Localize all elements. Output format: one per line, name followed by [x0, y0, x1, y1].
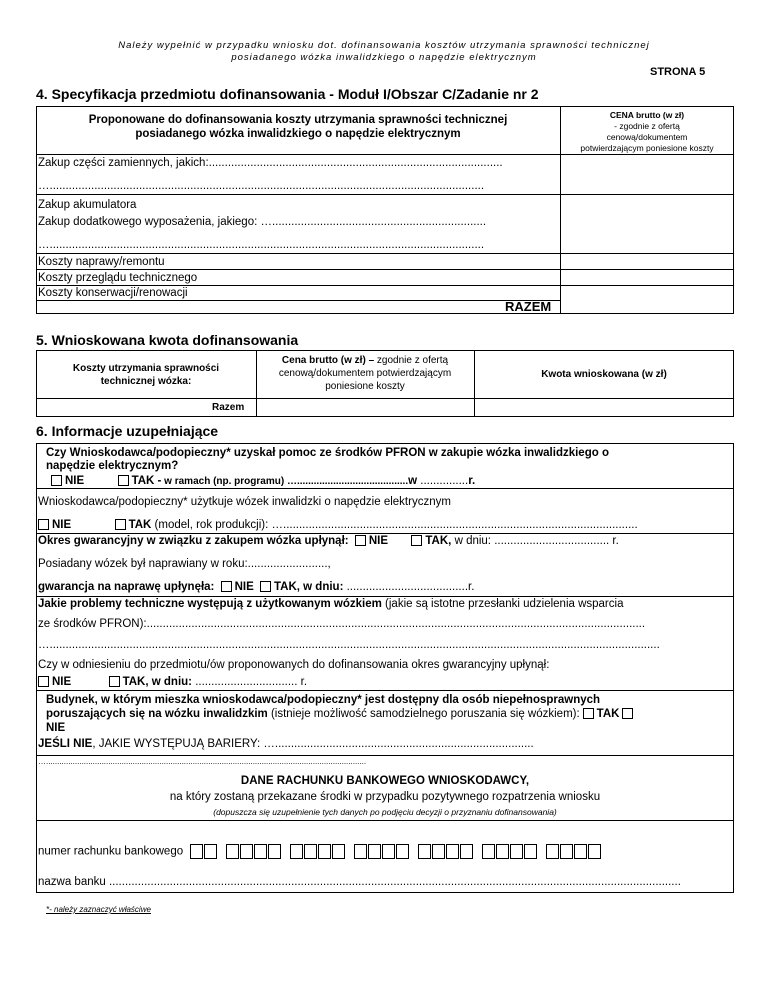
- q2-tak-checkbox[interactable]: [115, 519, 126, 530]
- s4-col2-line2: - zgodnie z ofertą: [614, 121, 680, 131]
- header-note-line2: posiadanego wózka inwalidzkiego o napędzie elektrycznym: [231, 52, 537, 63]
- q3-tak-label: TAK,: [425, 535, 452, 547]
- q3-question: Okres gwarancyjny w związku z zakupem wózka upłynął:: [38, 535, 349, 547]
- q6-bold: Jakie problemy techniczne występują z użytkowanym wózkiem: [38, 598, 382, 610]
- section-5-title: 5. Wnioskowana kwota dofinansowania: [36, 332, 299, 348]
- s4-row-maintenance: Koszty konserwacji/renowacji: [38, 287, 188, 299]
- s5-col2-line2: cenową/dokumentem potwierdzającym: [278, 368, 452, 379]
- bank-title: DANE RACHUNKU BANKOWEGO WNIOSKODAWCY,: [240, 775, 530, 787]
- q8-nie-label: NIE: [46, 722, 66, 734]
- q4-repair-year[interactable]: Posiadany wózek był naprawiany w roku:.........................,: [38, 558, 331, 570]
- q5-tak-label: TAK, w dniu:: [273, 581, 344, 593]
- q1-nie-label: NIE: [65, 475, 85, 487]
- q8-line1: Budynek, w którym mieszka wnioskodawca/podopieczny* jest dostępny dla osób niepełnosprawnych: [46, 694, 601, 706]
- q3-nie-label: NIE: [368, 535, 388, 547]
- s4-row-equipment-cont: …........................................................................................................................................: [38, 239, 485, 251]
- q7-options: [38, 676, 307, 688]
- q1-question: [46, 447, 728, 473]
- q1-nie-checkbox[interactable]: [51, 475, 62, 486]
- q8-line2-rest: (istnieje możliwość samodzielnego poruszania się wózkiem):: [267, 708, 580, 720]
- q7-nie-checkbox[interactable]: [38, 676, 49, 687]
- s5-col1-line1: Koszty utrzymania sprawności: [72, 363, 220, 374]
- q2-question: Wnioskodawca/podopieczny* użytkuje wózek inwalidzki o napędzie elektrycznym: [38, 496, 451, 508]
- q8-line2-bold: poruszających się na wózku inwalidzkim: [46, 708, 268, 720]
- s4-row-inspection: Koszty przeglądu technicznego: [38, 272, 198, 284]
- s4-col1-header: [40, 113, 556, 141]
- q2-model-field[interactable]: (model, rok produkcji): …...............................................................................................................: [151, 519, 638, 531]
- q1-options: [48, 475, 475, 487]
- q3-date-field[interactable]: w dniu: .................................... r.: [451, 535, 619, 547]
- account-label: numer rachunku bankowego: [38, 845, 184, 858]
- q3-row: [38, 535, 619, 547]
- s4-col1-line2: posiadanego wózka inwalidzkiego o napędzie elektrycznym: [135, 128, 461, 140]
- s5-col2-rest: zgodnie z ofertą: [374, 355, 449, 366]
- s4-col1-line1: Proponowane do dofinansowania koszty utrzymania sprawności technicznej: [88, 114, 508, 126]
- s4-col2-bold: CENA brutto (w zł): [609, 110, 685, 120]
- q6-answer-line2[interactable]: …...............................................................................................................................................................................................: [38, 639, 660, 651]
- s5-col2-line3: poniesione koszty: [325, 381, 405, 392]
- s4-row-repair: Koszty naprawy/remontu: [38, 256, 165, 268]
- q8-tak-label: TAK: [596, 708, 620, 720]
- q7-question: Czy w odniesieniu do przedmiotu/ów proponowanych do dofinansowania okres gwarancyjny upłynął:: [38, 659, 550, 671]
- q1-w-label: w: [408, 475, 418, 487]
- q1-year-field[interactable]: ...............: [417, 475, 469, 487]
- s5-col2-header: [258, 354, 472, 393]
- q1-tak-checkbox[interactable]: [118, 475, 129, 486]
- section-6-title: 6. Informacje uzupełniające: [36, 423, 219, 439]
- q6-question: [38, 598, 623, 610]
- q1-program-field[interactable]: w ramach (np. programu) …........................................: [161, 476, 409, 487]
- q8-question: [46, 693, 636, 735]
- q6-answer-line1[interactable]: ze środków PFRON):............................................................................................................................................................: [38, 618, 646, 630]
- s4-col2-line4: potwierdzającym poniesione koszty: [580, 143, 714, 153]
- q5-nie-checkbox[interactable]: [221, 581, 232, 592]
- s5-col1-header: [40, 362, 252, 388]
- bank-note: (dopuszcza się uzupełnienie tych danych po podjęciu decyzji o przyznaniu dofinansowania): [213, 807, 557, 817]
- s4-col2-header: [561, 110, 733, 154]
- q2-nie-checkbox[interactable]: [38, 519, 49, 530]
- q7-tak-checkbox[interactable]: [109, 676, 120, 687]
- s4-razem: RAZEM: [505, 299, 552, 314]
- q8-tak-checkbox[interactable]: [583, 708, 594, 719]
- q5-tak-checkbox[interactable]: [260, 581, 271, 592]
- s4-row-battery: Zakup akumulatora: [38, 199, 137, 211]
- s5-col1-line2: technicznej wózka:: [100, 376, 192, 387]
- page-number: STRONA 5: [650, 66, 706, 78]
- q9-answer-line[interactable]: …................................................................................................................................................: [38, 757, 367, 766]
- q5-question: gwarancja na naprawę upłynęła:: [38, 581, 215, 593]
- s4-row-equipment: Zakup dodatkowego wyposażenia, jakiego: …...................................................................: [38, 216, 487, 228]
- q1-line2: napędzie elektrycznym?: [46, 460, 179, 472]
- q9-bold: JEŚLI NIE: [38, 738, 93, 750]
- s5-col3-header: Kwota wnioskowana (w zł): [541, 369, 667, 380]
- q7-nie-label: NIE: [52, 676, 72, 688]
- q9-question: [38, 738, 534, 750]
- q2-nie-label: NIE: [52, 519, 72, 531]
- footnote: *- należy zaznaczyć właściwe: [46, 905, 151, 914]
- q7-tak-label: TAK, w dniu:: [122, 676, 192, 688]
- s5-col2-bold: Cena brutto (w zł) –: [281, 355, 375, 366]
- header-note: [0, 40, 768, 64]
- s4-row-parts: Zakup części zamiennych, jakich:............................................................................................: [38, 157, 503, 169]
- q3-nie-checkbox[interactable]: [355, 535, 366, 546]
- q3-tak-checkbox[interactable]: [411, 535, 422, 546]
- q9-barriers-field[interactable]: , JAKIE WYSTĘPUJĄ BARIERY: ….................................................................................: [92, 738, 534, 750]
- section-4-title: 4. Specyfikacja przedmiotu dofinansowania - Moduł I/Obszar C/Zadanie nr 2: [36, 86, 539, 102]
- bank-subtitle: na który zostaną przekazane środki w przypadku pozytywnego rozpatrzenia wniosku: [169, 791, 601, 803]
- q8-nie-checkbox[interactable]: [622, 708, 633, 719]
- s4-col2-line3: cenową/dokumentem: [606, 132, 688, 142]
- q7-date-field[interactable]: ................................ r.: [192, 676, 308, 688]
- q5-row: [38, 581, 474, 593]
- s5-razem: Razem: [212, 402, 245, 413]
- q1-r-label: r.: [468, 475, 476, 487]
- header-note-line1: Należy wypełnić w przypadku wniosku dot. dofinansowania kosztów utrzymania sprawności technicznej: [118, 40, 650, 51]
- q1-tak-label: TAK -: [131, 475, 162, 487]
- q5-nie-label: NIE: [234, 581, 254, 593]
- account-number-field[interactable]: [190, 844, 610, 859]
- q2-options: [38, 519, 638, 531]
- q6-rest: (jakie są istotne przesłanki udzielenia wsparcia: [381, 598, 624, 610]
- q2-tak-label: TAK: [128, 519, 152, 531]
- s4-row-parts-cont: …........................................................................................................................................: [38, 180, 485, 192]
- bank-name-field[interactable]: nazwa banku ...................................................................................................................................................................................: [38, 876, 681, 888]
- q1-line1: Czy Wnioskodawca/podopieczny* uzyskał pomoc ze środków PFRON w zakupie wózka inwalidzkiego o: [46, 447, 609, 459]
- q5-date-field[interactable]: ......................................r.: [343, 581, 475, 593]
- account-row: [38, 844, 610, 859]
